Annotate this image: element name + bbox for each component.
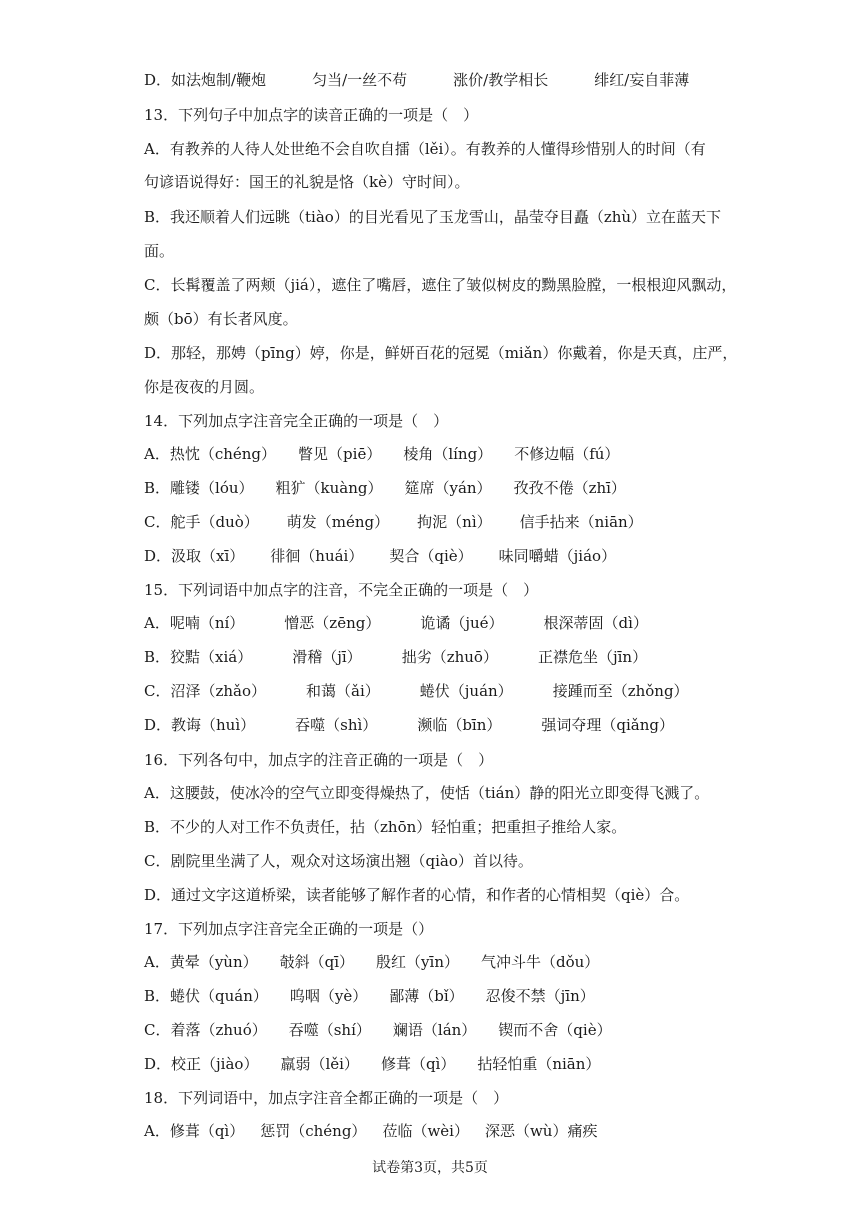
text-line: 颇（bō）有长者风度。 — [144, 310, 298, 328]
option-line — [144, 1054, 740, 1074]
option-item: 拙劣（zhuō） — [401, 648, 498, 666]
option-line — [144, 444, 740, 464]
text-line: 13．下列句子中加点字的读音正确的一项是（ ） — [144, 106, 479, 124]
option-item: C．着落（zhuó） — [144, 1021, 267, 1039]
option-item: 接踵而至（zhǒng） — [552, 682, 689, 700]
option-item: 正襟危坐（jīn） — [537, 648, 648, 666]
option-item: 萌发（méng） — [286, 513, 390, 531]
option-item: 攲斜（qī） — [279, 953, 355, 971]
option-line — [144, 546, 740, 566]
option-line — [144, 70, 740, 90]
option-line — [144, 647, 740, 667]
option-item: 憎恶（zēng） — [284, 614, 381, 632]
option-item: 锲而不舍（qiè） — [498, 1021, 612, 1039]
option-item: 瞥见（piē） — [298, 445, 382, 463]
option-item: 吞噬（shì） — [295, 716, 378, 734]
text-line: 14．下列加点字注音完全正确的一项是（ ） — [144, 412, 449, 430]
text-line: D．那轻，那娉（pīng）婷，你是，鲜妍百花的冠冕（miǎn）你戴着，你是天真，庄严， — [144, 344, 738, 362]
option-item: 孜孜不倦（zhī） — [513, 479, 626, 497]
option-item: 诡谲（jué） — [420, 614, 504, 632]
option-item: A．黄晕（yùn） — [144, 953, 258, 971]
option-item: 气冲斗牛（dǒu） — [480, 953, 600, 971]
text-line: 句谚语说得好：国王的礼貌是恪（kè）守时间）。 — [144, 173, 470, 191]
option-item: B．雕镂（lóu） — [144, 479, 254, 497]
option-line — [144, 512, 740, 532]
option-item: 契合（qiè） — [389, 547, 473, 565]
option-item: B．狡黠（xiá） — [144, 648, 253, 666]
text-line: B．不少的人对工作不负责任，拈（zhōn）轻怕重；把重担子推给人家。 — [144, 818, 627, 836]
option-item: 涨价/教学相长 — [453, 71, 549, 89]
option-item: C．舵手（duò） — [144, 513, 259, 531]
option-line — [144, 1121, 740, 1141]
option-item: 味同嚼蜡（jiáo） — [498, 547, 617, 565]
text-line: A．这腰鼓，使冰冷的空气立即变得燥热了，使恬（tián）静的阳光立即变得飞溅了。 — [144, 784, 710, 802]
option-item: 修葺（qì） — [380, 1055, 456, 1073]
option-item: 信手拈来（niān） — [519, 513, 643, 531]
option-line — [144, 681, 740, 701]
text-line: 17．下列加点字注音完全正确的一项是（） — [144, 920, 434, 938]
option-item: 绯红/妄自菲薄 — [594, 71, 690, 89]
option-item: 呜咽（yè） — [289, 987, 368, 1005]
option-item: B．蜷伏（quán） — [144, 987, 268, 1005]
option-item: 殷红（yīn） — [376, 953, 459, 971]
option-item: 匀当/一丝不苟 — [312, 71, 408, 89]
option-item: D．校正（jiào） — [144, 1055, 259, 1073]
option-item: 吞噬（shí） — [288, 1021, 371, 1039]
text-line: 16．下列各句中，加点字的注音正确的一项是（ ） — [144, 751, 494, 769]
option-item: 不修边幅（fú） — [514, 445, 620, 463]
page-footer: 试卷第3页，共5页 — [372, 1160, 488, 1176]
option-item: 濒临（bīn） — [417, 716, 502, 734]
option-line — [144, 715, 740, 735]
option-item: 滑稽（jī） — [292, 648, 362, 666]
option-item: 斓语（lán） — [392, 1021, 477, 1039]
option-item: 莅临（wèi） — [382, 1122, 469, 1140]
option-line — [144, 986, 740, 1006]
option-line — [144, 952, 740, 972]
option-item: D．汲取（xī） — [144, 547, 245, 565]
text-line: A．有教养的人待人处世绝不会自吹自擂（lěi）。有教养的人懂得珍惜别人的时间（有 — [144, 140, 706, 158]
option-item: 筵席（yán） — [404, 479, 492, 497]
text-line: 面。 — [144, 242, 175, 260]
option-item: 鄙薄（bǐ） — [389, 987, 464, 1005]
option-line — [144, 1020, 740, 1040]
option-item: 和蔼（ǎi） — [306, 682, 380, 700]
option-item: 拘泥（nì） — [417, 513, 492, 531]
text-line: 15．下列词语中加点字的注音，不完全正确的一项是（ ） — [144, 581, 539, 599]
option-item: C．沼泽（zhǎo） — [144, 682, 267, 700]
option-item: D．如法炮制/鞭炮 — [144, 71, 267, 89]
text-line: 你是夜夜的月圆。 — [144, 378, 265, 396]
option-item: D．教诲（huì） — [144, 716, 256, 734]
option-item: A．热忱（chéng） — [144, 445, 277, 463]
option-line — [144, 613, 740, 633]
option-item: 强词夺理（qiǎng） — [541, 716, 674, 734]
text-line: C．剧院里坐满了人，观众对这场演出翘（qiào）首以待。 — [144, 852, 533, 870]
text-line: D．通过文字这道桥梁，读者能够了解作者的心情，和作者的心情相契（qiè）合。 — [144, 886, 690, 904]
option-item: 羸弱（lěi） — [280, 1055, 359, 1073]
option-item: 蜷伏（juán） — [419, 682, 513, 700]
option-item: 拈轻怕重（niān） — [477, 1055, 601, 1073]
option-item: A．修葺（qì） — [144, 1122, 245, 1140]
option-item: 粗犷（kuàng） — [275, 479, 383, 497]
text-line: 18．下列词语中，加点字注音全都正确的一项是（ ） — [144, 1089, 509, 1107]
text-line: B．我还顺着人们远眺（tiào）的目光看见了玉龙雪山，晶莹夺目矗（zhù）立在蓝天下 — [144, 208, 722, 226]
option-item: 棱角（líng） — [403, 445, 493, 463]
option-line — [144, 478, 740, 498]
text-line: C．长髯覆盖了两颊（jiá），遮住了嘴唇，遮住了皱似树皮的黝黑脸膛，一根根迎风飘动， — [144, 276, 737, 294]
option-item: 徘徊（huái） — [270, 547, 364, 565]
option-item: 惩罚（chéng） — [260, 1122, 367, 1140]
option-item: 忍俊不禁（jīn） — [485, 987, 595, 1005]
option-item: 根深蒂固（dì） — [543, 614, 648, 632]
option-item: A．呢喃（ní） — [144, 614, 245, 632]
option-item: 深恶（wù）痛疾 — [484, 1122, 598, 1140]
